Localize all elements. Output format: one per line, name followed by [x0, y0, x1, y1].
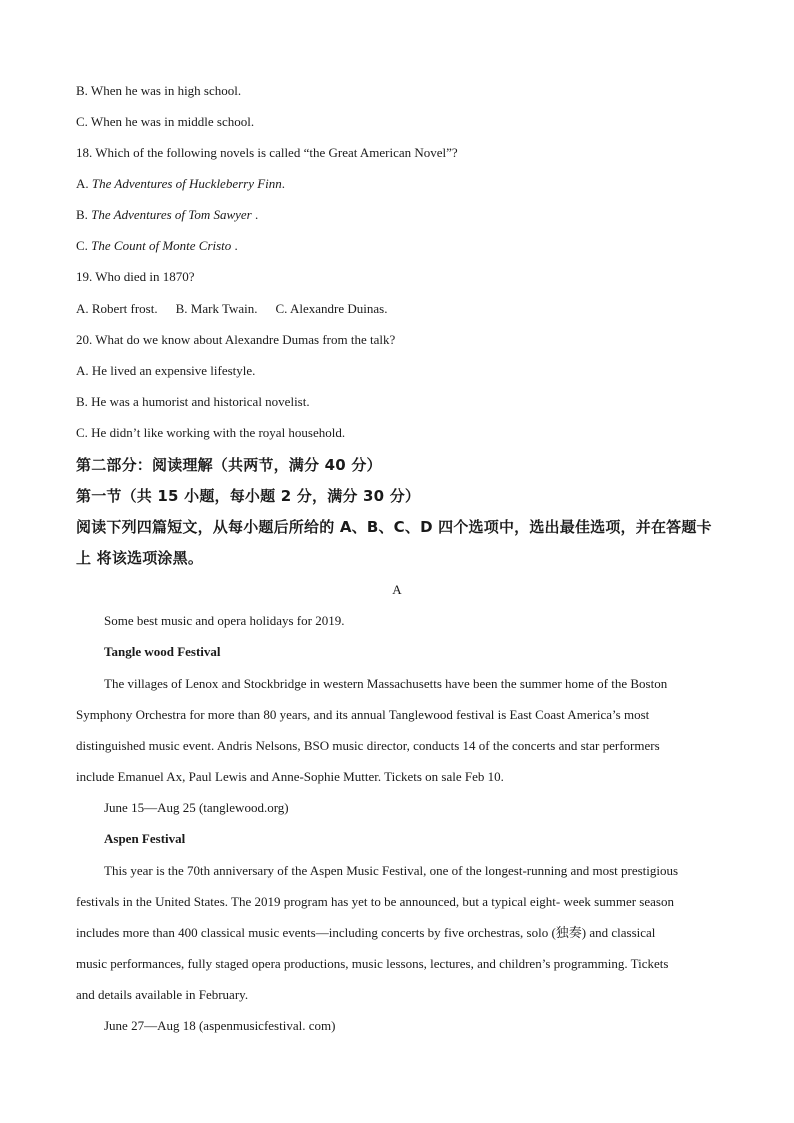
question-20: 20. What do we know about Alexandre Dumas from the talk? [76, 332, 396, 347]
aspen-dates: June 27—Aug 18 (aspenmusicfestival. com) [104, 1018, 336, 1033]
question-19: 19. Who died in 1870? [76, 269, 195, 284]
option-letter: C. [76, 238, 92, 253]
option-letter: B. [76, 207, 92, 222]
aspen-paragraph-line: and details available in February. [76, 987, 249, 1002]
tanglewood-paragraph-line: The villages of Lenox and Stockbridge in western Massachusetts have been the summer home of the Boston [104, 676, 668, 691]
novel-title: The Adventures of Huckleberry Finn [91, 176, 282, 191]
tanglewood-heading: Tangle wood Festival [104, 644, 221, 659]
q18-option-c [76, 238, 238, 254]
q19-option-c: C. Alexandre Duinas. [275, 301, 388, 316]
part-two-heading: 第二部分：阅读理解（共两节，满分 40 分） [76, 456, 382, 474]
option-letter: A. [76, 176, 92, 191]
q17-option-b: B. When he was in high school. [76, 83, 242, 98]
question-18: 18. Which of the following novels is called “the Great American Novel”? [76, 145, 458, 160]
punctuation: . [281, 176, 286, 191]
q18-option-b [76, 207, 258, 223]
passage-intro: Some best music and opera holidays for 2019. [104, 613, 345, 628]
q19-options [76, 301, 387, 317]
aspen-paragraph-line: includes more than 400 classical music events—including concerts by five orchestras, solo (独奏) and classical [76, 925, 656, 940]
novel-title: The Adventures of Tom Sawyer [91, 207, 252, 222]
aspen-heading: Aspen Festival [104, 831, 186, 846]
q18-option-a [76, 176, 285, 192]
novel-title: The Count of Monte Cristo [91, 238, 232, 253]
punctuation: . [231, 238, 238, 253]
aspen-paragraph-line: music performances, fully staged opera productions, music lessons, lectures, and children’s programming. Tickets [76, 956, 669, 971]
q20-option-a: A. He lived an expensive lifestyle. [76, 363, 256, 378]
q19-option-b: B. Mark Twain. [175, 301, 258, 316]
tanglewood-paragraph-line: include Emanuel Ax, Paul Lewis and Anne-Sophie Mutter. Tickets on sale Feb 10. [76, 769, 504, 784]
q19-option-a: A. Robert frost. [76, 301, 158, 316]
instructions-line-2: 上 将该选项涂黑。 [76, 549, 204, 567]
tanglewood-dates: June 15—Aug 25 (tanglewood.org) [104, 800, 289, 815]
passage-label: A [392, 582, 402, 597]
q17-option-c: C. When he was in middle school. [76, 114, 255, 129]
instructions-line-1: 阅读下列四篇短文，从每小题后所给的 A、B、C、D 四个选项中，选出最佳选项，并在答题卡 [76, 518, 712, 536]
q20-option-c: C. He didn’t like working with the royal household. [76, 425, 346, 440]
tanglewood-paragraph-line: Symphony Orchestra for more than 80 years, and its annual Tanglewood festival is East Coast America’s most [76, 707, 650, 722]
aspen-paragraph-line: festivals in the United States. The 2019 program has yet to be announced, but a typical eight- week summer season [76, 894, 674, 909]
aspen-paragraph-line: This year is the 70th anniversary of the Aspen Music Festival, one of the longest-running and most prestigious [104, 863, 679, 878]
tanglewood-paragraph-line: distinguished music event. Andris Nelsons, BSO music director, conducts 14 of the concerts and star performers [76, 738, 660, 753]
q20-option-b: B. He was a humorist and historical novelist. [76, 394, 310, 409]
section-one-heading: 第一节（共 15 小题，每小题 2 分，满分 30 分） [76, 487, 421, 505]
punctuation: . [251, 207, 259, 222]
